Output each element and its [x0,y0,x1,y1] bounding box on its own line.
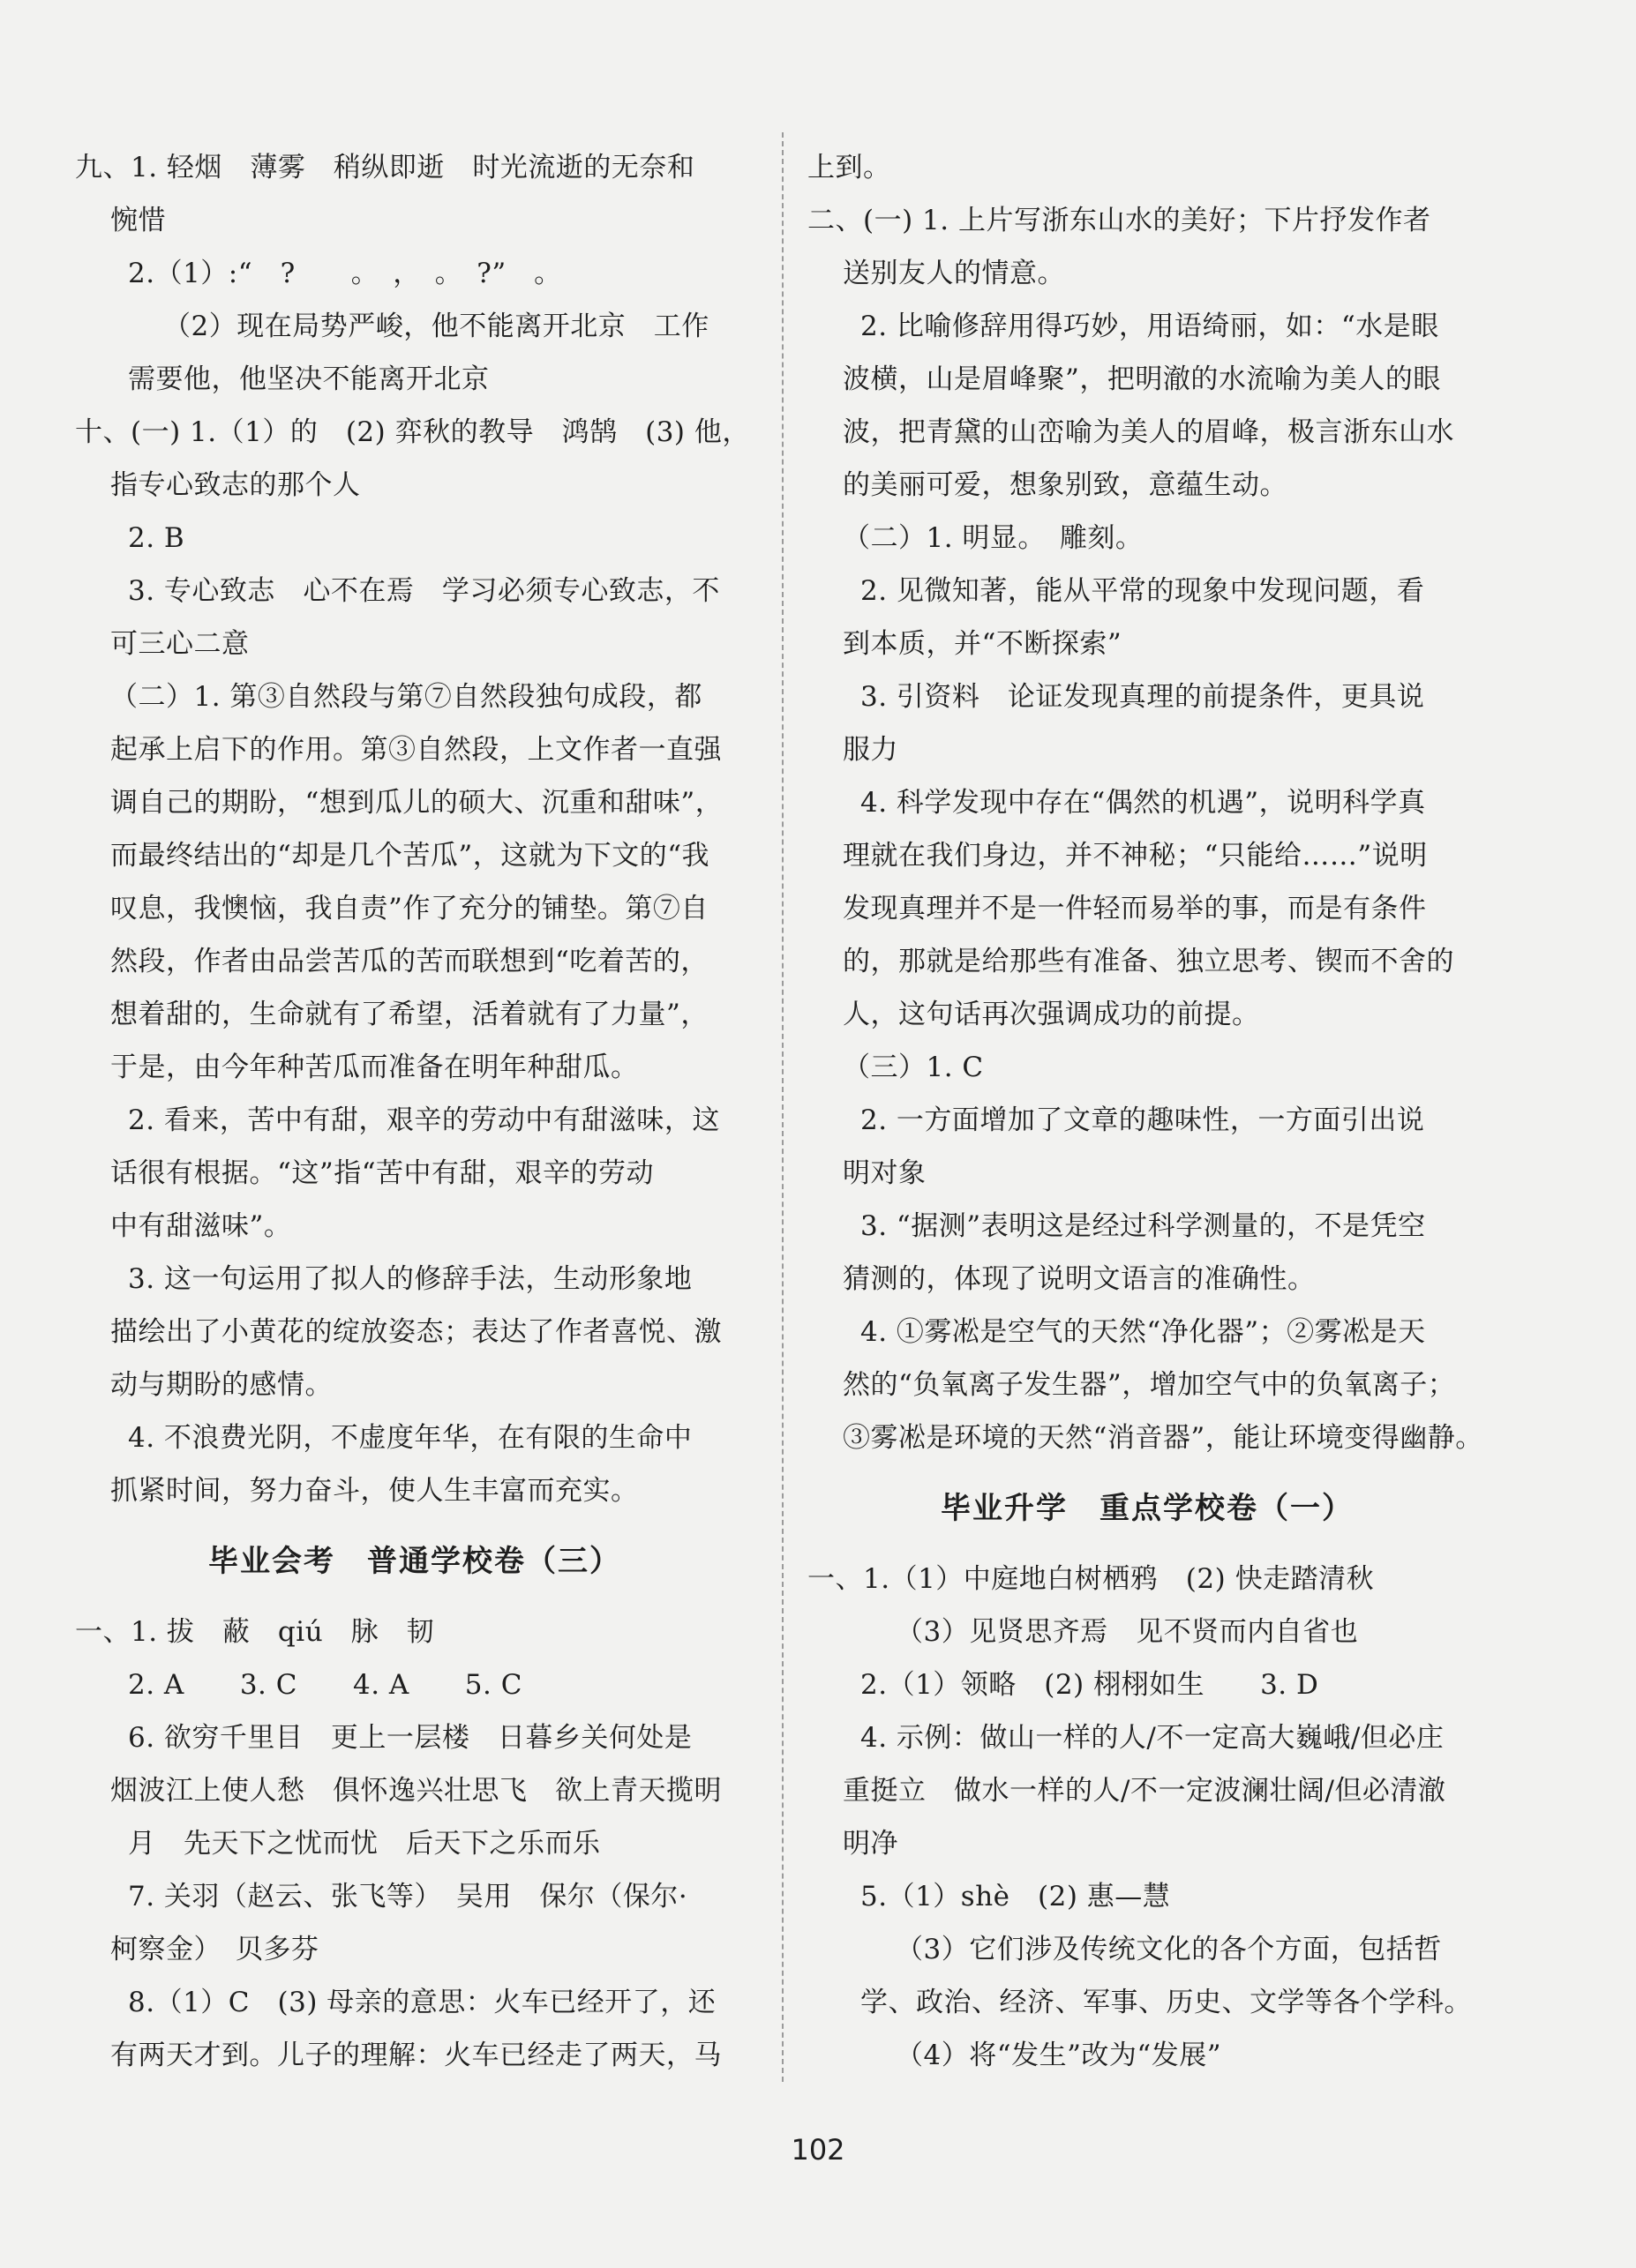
answer-line: 2. 见微知著，能从平常的现象中发现问题，看 [860,575,1425,607]
answer-line: （二）1. 第③自然段与第⑦自然段独句成段，都 [110,681,702,713]
page-number: 102 [791,2133,845,2167]
answer-line: 8.（1）C (3) 母亲的意思：火车已经开了，还 [128,1987,717,2018]
left-answers-part-1 [75,141,754,1517]
answer-line: （3）见贤思齐焉 见不贤而内自省也 [896,1616,1359,1648]
answer-line: 一、1. 拔 蔽 qiú 脉 韧 [75,1616,435,1648]
answer-line: 理就在我们身边，并不神秘；“只能给……”说明 [843,840,1428,872]
left-answers-part-2 [75,1606,754,2082]
column-divider [782,132,784,2082]
answer-line: 调自己的期盼，“想到瓜儿的硕大、沉重和甜味”， [110,787,724,819]
section-title-general-school-3: 毕业会考 普通学校卷（三） [208,1544,621,1579]
answer-line: 2.（1）:“ ? 。 ， 。 ?” 。 [128,258,562,289]
answer-line: 可三心二意 [110,628,250,660]
answer-line: 起承上启下的作用。第③自然段，上文作者一直强 [110,734,722,766]
answer-line: 6. 欲穷千里目 更上一层楼 日暮乡关何处是 [128,1722,693,1754]
answer-line: 明对象 [843,1157,927,1189]
right-answers-part-1 [807,141,1487,1464]
answer-line: 4. 不浪费光阴，不虚度年华，在有限的生命中 [128,1422,693,1454]
answer-line: （3）它们涉及传统文化的各个方面，包括哲 [896,1934,1442,1965]
answer-line: 明净 [843,1828,898,1860]
answer-line: 发现真理并不是一件轻而易举的事，而是有条件 [843,893,1427,924]
answer-line: 叹息，我懊恼，我自责”作了充分的铺垫。第⑦自 [110,893,709,924]
answer-line: 2. B [128,522,185,554]
answer-line: 二、(一) 1. 上片写浙东山水的美好；下片抒发作者 [807,205,1431,236]
answer-line: 动与期盼的感情。 [110,1369,333,1401]
answer-line: 服力 [843,734,898,766]
answer-line: 而最终结出的“却是几个苦瓜”，这就为下文的“我 [110,840,710,872]
answer-line: （三）1. C [843,1052,984,1083]
answer-line: 烟波江上使人愁 俱怀逸兴壮思飞 欲上青天揽明 [110,1775,722,1807]
answer-line: 5.（1）shè (2) 惠—慧 [860,1881,1171,1912]
answer-line: 惋惜 [110,205,166,236]
answer-line: 指专心致志的那个人 [110,469,361,501]
answer-line: （二）1. 明显。 雕刻。 [843,522,1144,554]
answer-line: 有两天才到。儿子的理解：火车已经走了两天，马 [110,2040,722,2071]
answer-line: 学、政治、经济、军事、历史、文学等各个学科。 [860,1987,1472,2018]
answer-line: 一、1.（1）中庭地白树栖鸦 (2) 快走踏清秋 [807,1563,1375,1595]
answer-line: 月 先天下之忧而忧 后天下之乐而乐 [128,1828,601,1860]
answer-line: 抓紧时间，努力奋斗，使人生丰富而充实。 [110,1475,639,1507]
answer-line: 4. ①雾凇是空气的天然“净化器”；②雾凇是天 [860,1316,1426,1348]
answer-line: 九、1. 轻烟 薄雾 稍纵即逝 时光流逝的无奈和 [75,152,695,183]
answer-line: 7. 关羽（赵云、张飞等） 吴用 保尔（保尔· [128,1881,688,1912]
answer-line: 到本质，并“不断探索” [843,628,1122,660]
answer-line: 十、(一) 1.（1）的 (2) 弈秋的教导 鸿鹄 (3) 他， [75,416,750,448]
answer-line: 2.（1）领略 (2) 栩栩如生 3. D [860,1669,1319,1701]
answer-line: 猜测的，体现了说明文语言的准确性。 [843,1263,1316,1295]
answer-line: 重挺立 做水一样的人/不一定波澜壮阔/但必清澈 [843,1775,1446,1807]
answer-line: 2. 比喻修辞用得巧妙，用语绮丽，如：“水是眼 [860,311,1439,342]
answer-line: 2. 一方面增加了文章的趣味性，一方面引出说 [860,1104,1425,1136]
answer-line: 话很有根据。“这”指“苦中有甜，艰辛的劳动 [110,1157,655,1189]
answer-line: 送别友人的情意。 [843,258,1065,289]
answer-line: 然段，作者由品尝苦瓜的苦而联想到“吃着苦的， [110,946,709,977]
answer-line: 波横，山是眉峰聚”，把明澈的水流喻为美人的眼 [843,363,1441,395]
answer-line: 2. A 3. C 4. A 5. C [128,1669,522,1701]
answer-line: 的美丽可爱，想象别致，意蕴生动。 [843,469,1287,501]
answer-line: 波，把青黛的山峦喻为美人的眉峰，极言浙东山水 [843,416,1454,448]
answer-line: 人，这句话再次强调成功的前提。 [843,999,1260,1030]
right-answers-part-2 [807,1553,1487,2082]
answer-line: 于是，由今年种苦瓜而准备在明年种甜瓜。 [110,1052,639,1083]
answer-line: 需要他，他坚决不能离开北京 [128,363,490,395]
answer-line: ③雾凇是环境的天然“消音器”，能让环境变得幽静。 [843,1422,1483,1454]
answer-line: 然的“负氧离子发生器”，增加空气中的负氧离子； [843,1369,1456,1401]
answer-line: 描绘出了小黄花的绽放姿态；表达了作者喜悦、激 [110,1316,722,1348]
left-column [75,141,754,2082]
answer-line: 3. 专心致志 心不在焉 学习必须专心致志，不 [128,575,720,607]
answer-line: 4. 示例：做山一样的人/不一定高大巍峨/但必庄 [860,1722,1445,1754]
right-column [807,141,1487,2082]
answer-line: 3. “据测”表明这是经过科学测量的，不是凭空 [860,1210,1426,1242]
answer-line: 3. 这一句运用了拟人的修辞手法，生动形象地 [128,1263,693,1295]
section-title-key-school-1: 毕业升学 重点学校卷（一） [941,1491,1354,1526]
answer-line: 的，那就是给那些有准备、独立思考、锲而不舍的 [843,946,1454,977]
answer-line: 4. 科学发现中存在“偶然的机遇”，说明科学真 [860,787,1426,819]
answer-line: 想着甜的，生命就有了希望，活着就有了力量”， [110,999,709,1030]
answer-line: （2）现在局势严峻，他不能离开北京 工作 [163,311,709,342]
answer-line: （4）将“发生”改为“发展” [896,2040,1222,2071]
answer-line: 中有甜滋味”。 [110,1210,292,1242]
answer-line: 柯察金） 贝多芬 [110,1934,319,1965]
answer-line: 2. 看来，苦中有甜，艰辛的劳动中有甜滋味，这 [128,1104,720,1136]
answer-line: 3. 引资料 论证发现真理的前提条件，更具说 [860,681,1425,713]
answer-line: 上到。 [807,152,891,183]
